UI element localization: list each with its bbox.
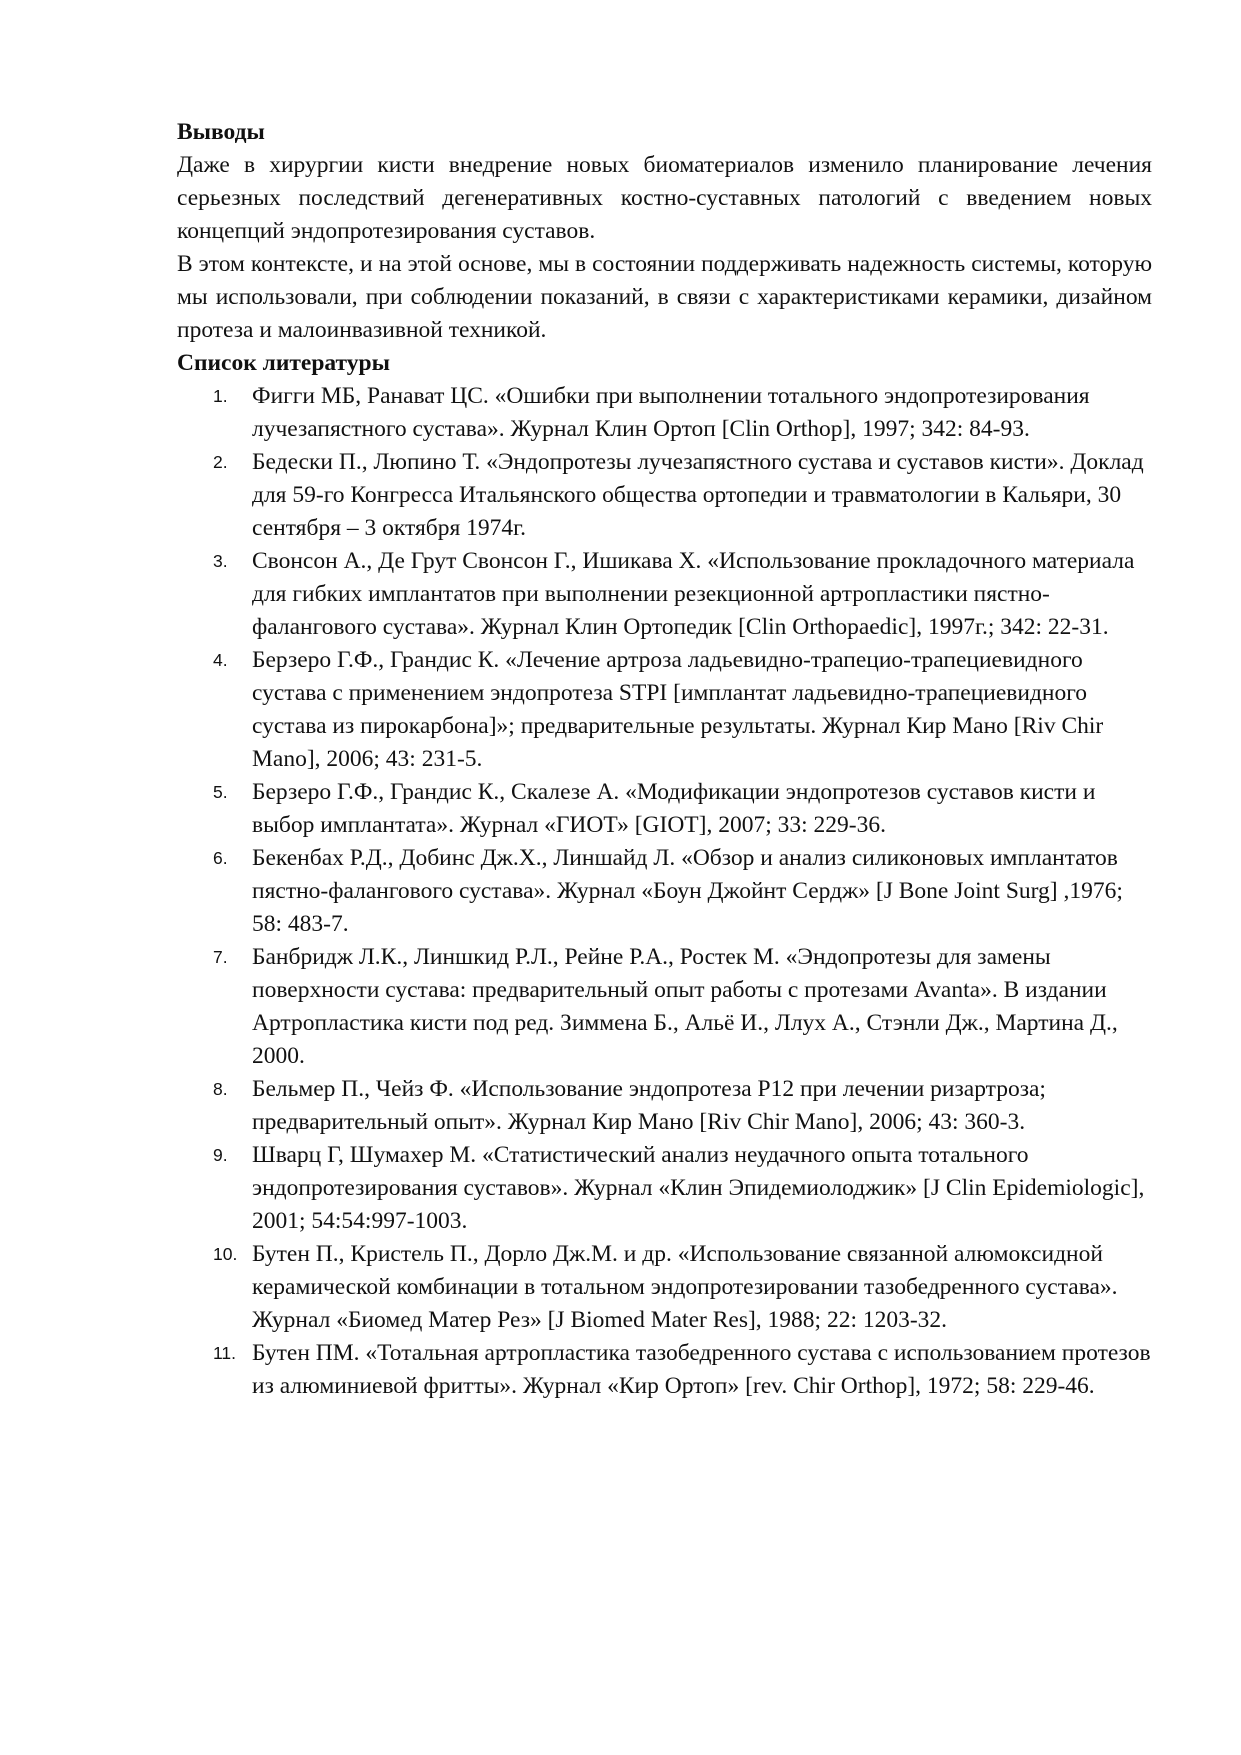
references-heading: Список литературы xyxy=(177,350,390,376)
reference-item xyxy=(177,545,1152,644)
reference-text: Бельмер П., Чейз Ф. «Использование эндопротеза P12 при лечении ризартроза; предварительный опыт». Журнал Кир Мано [Riv Chir Mano], 2006; 43: 360-3. xyxy=(252,1076,1046,1135)
reference-number: 4. xyxy=(213,650,228,670)
reference-text: Фигги МБ, Ранават ЦС. «Ошибки при выполнении тотального эндопротезирования лучезапястного сустава». Журнал Клин Ортоп [Clin Orthop], 1997; 342: 84-93. xyxy=(252,383,1090,442)
conclusions-paragraph-2: В этом контексте, и на этой основе, мы в состоянии поддерживать надежность системы, которую мы использовали, при соблюдении показаний, в связи с характеристиками керамики, дизайном протеза и малоинвазивной техникой. xyxy=(177,251,1152,343)
reference-number: 1. xyxy=(213,386,228,406)
conclusions-paragraph-1: Даже в хирургии кисти внедрение новых биоматериалов изменило планирование лечения серьезных последствий дегенеративных костно-суставных патологий с введением новых концепций эндопротезирования суставов. xyxy=(177,152,1152,244)
reference-number: 9. xyxy=(213,1145,228,1165)
reference-item xyxy=(177,1139,1152,1238)
reference-number: 6. xyxy=(213,848,228,868)
references-list xyxy=(177,380,1152,1403)
reference-item xyxy=(177,1238,1152,1337)
reference-item xyxy=(177,380,1152,446)
reference-number: 3. xyxy=(213,551,228,571)
reference-item xyxy=(177,1073,1152,1139)
reference-item xyxy=(177,776,1152,842)
reference-text: Бутен П., Кристель П., Дорло Дж.М. и др. «Использование связанной алюмоксидной керамической комбинации в тотальном эндопротезировании тазобедренного сустава». Журнал «Биомед Матер Рез» [J Biomed Mater Res], 1988; 22: 1203-32. xyxy=(252,1241,1118,1333)
reference-text: Берзеро Г.Ф., Грандис К. «Лечение артроза ладьевидно-трапецио-трапециевидного сустава с применением эндопротеза STPI [имплантат ладьевидно-трапециевидного сустава из пирокарбона]»; предварительные результаты. Журнал Кир Мано [Riv Chir Mano], 2006; 43: 231-5. xyxy=(252,647,1104,772)
reference-number: 5. xyxy=(213,782,228,802)
reference-text: Банбридж Л.К., Линшкид Р.Л., Рейне Р.А., Ростек М. «Эндопротезы для замены поверхности сустава: предварительный опыт работы с протезами Avanta». В издании Артропластика кисти под ред. Зиммена Б., Альё И., Ллух А., Стэнли Дж., Мартина Д., 2000. xyxy=(252,944,1118,1069)
reference-text: Шварц Г, Шумахер М. «Статистический анализ неудачного опыта тотального эндопротезирования суставов». Журнал «Клин Эпидемиолоджик» [J Clin Epidemiologic], 2001; 54:54:997-1003. xyxy=(252,1142,1145,1234)
reference-text: Бутен ПМ. «Тотальная артропластика тазобедренного сустава с использованием протезов из алюминиевой фритты». Журнал «Кир Ортоп» [rev. Chir Orthop], 1972; 58: 229-46. xyxy=(252,1340,1151,1399)
reference-number: 8. xyxy=(213,1079,228,1099)
reference-text: Бекенбах Р.Д., Добинс Дж.Х., Линшайд Л. «Обзор и анализ силиконовых имплантатов пястно-фалангового сустава». Журнал «Боун Джойнт Сердж» [J Bone Joint Surg] ,1976; 58: 483-7. xyxy=(252,845,1123,937)
conclusions-heading: Выводы xyxy=(177,119,265,145)
reference-item xyxy=(177,941,1152,1073)
reference-text: Бедески П., Люпино Т. «Эндопротезы лучезапястного сустава и суставов кисти». Доклад для 59-го Конгресса Итальянского общества ортопедии и травматологии в Кальяри, 30 сентября – 3 октября 1974г. xyxy=(252,449,1144,541)
reference-item xyxy=(177,1337,1152,1403)
reference-item xyxy=(177,842,1152,941)
reference-number: 11. xyxy=(213,1343,237,1363)
page-content xyxy=(177,116,1152,1403)
reference-number: 7. xyxy=(213,947,228,967)
reference-text: Свонсон А., Де Грут Свонсон Г., Ишикава Х. «Использование прокладочного материала для гибких имплантатов при выполнении резекционной артропластики пястно-фалангового сустава». Журнал Клин Ортопедик [Clin Orthopaedic], 1997г.; 342: 22-31. xyxy=(252,548,1135,640)
reference-number: 2. xyxy=(213,452,228,472)
reference-item xyxy=(177,446,1152,545)
reference-text: Берзеро Г.Ф., Грандис К., Скалезе А. «Модификации эндопротезов суставов кисти и выбор имплантата». Журнал «ГИОТ» [GIOT], 2007; 33: 229-36. xyxy=(252,779,1096,838)
reference-number: 10. xyxy=(213,1244,238,1264)
reference-item xyxy=(177,644,1152,776)
